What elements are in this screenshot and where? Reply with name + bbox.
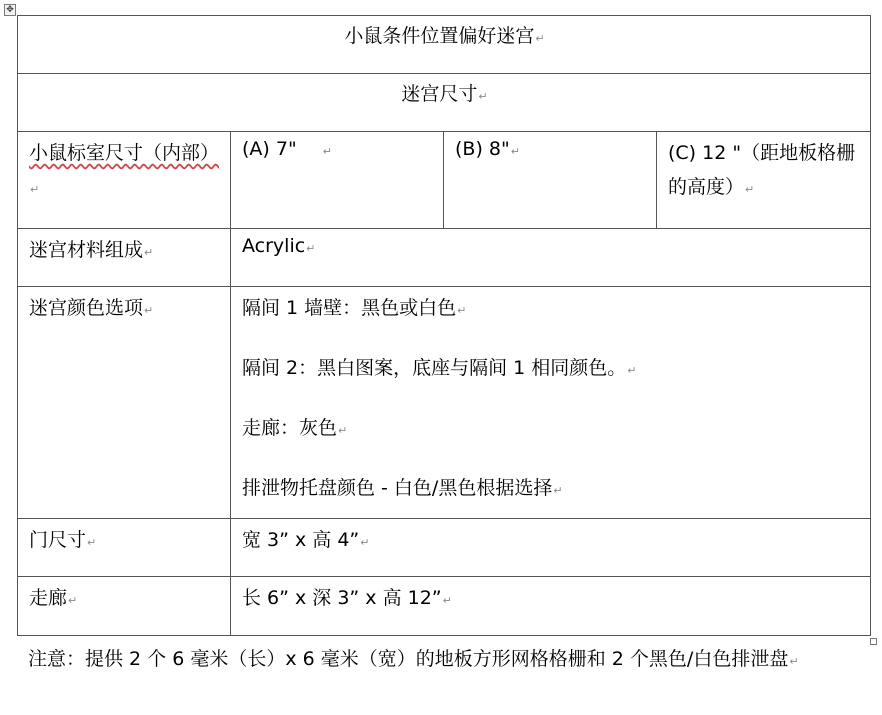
colors-options-cell: [231, 287, 871, 519]
paragraph-mark-icon: ↵: [553, 484, 563, 497]
chamber-row: [18, 132, 871, 229]
material-value: Acrylic: [242, 235, 306, 257]
color-option-item: 排泄物托盘颜色 - 白色/黑色根据选择↵: [242, 477, 563, 499]
chamber-a-cell: [231, 132, 444, 229]
maze-spec-table: [17, 15, 871, 636]
colors-label-cell: [18, 287, 231, 519]
table-move-handle-glyph[interactable]: ✥: [4, 4, 16, 16]
paragraph-mark-icon: ↵: [789, 655, 799, 668]
colors-row: [18, 287, 871, 519]
corridor-row: [18, 577, 871, 636]
color-option-item: 走廊：灰色↵: [242, 417, 348, 439]
corridor-value: 长 6” x 深 3” x 高 12”: [242, 587, 442, 609]
paragraph-mark-icon: ↵: [627, 364, 637, 377]
chamber-c-value: (C) 12 "（距地板格栅的高度）: [668, 142, 856, 198]
paragraph-mark-icon: ↵: [457, 304, 467, 317]
paragraph-mark-icon: ↵: [360, 536, 370, 549]
chamber-b-cell: [444, 132, 657, 229]
table-resize-handle-icon[interactable]: [870, 638, 877, 645]
table-title: 小鼠条件位置偏好迷宫: [344, 25, 535, 47]
corridor-label-cell: [18, 577, 231, 636]
paragraph-mark-icon: ↵: [68, 594, 78, 607]
corridor-label: 走廊: [29, 587, 68, 609]
footnote-text: 注意：提供 2 个 6 毫米（长）x 6 毫米（宽）的地板方形网格格栅和 2 个黑色/白色排泄盘: [28, 648, 789, 670]
paragraph-mark-icon: ↵: [510, 145, 520, 158]
paragraph-mark-icon: ↵: [745, 183, 755, 196]
section-row: [18, 74, 871, 132]
chamber-c-cell: [657, 132, 871, 229]
paragraph-mark-icon: ↵: [322, 145, 332, 158]
chamber-a-value: (A) 7": [242, 138, 297, 160]
material-value-cell: [231, 229, 871, 287]
paragraph-mark-icon: ↵: [144, 246, 154, 259]
paragraph-mark-icon: ↵: [442, 594, 452, 607]
colors-label: 迷宫颜色选项: [29, 297, 144, 319]
paragraph-mark-icon: ↵: [30, 183, 40, 196]
paragraph-mark-icon: ↵: [87, 536, 97, 549]
material-label-cell: [18, 229, 231, 287]
color-option-item: 隔间 2：黑白图案，底座与隔间 1 相同颜色。↵: [242, 357, 637, 379]
paragraph-mark-icon: ↵: [478, 90, 488, 103]
title-cell: [18, 16, 871, 74]
door-value-cell: [231, 519, 871, 577]
chamber-b-value: (B) 8": [455, 138, 510, 160]
section-heading: 迷宫尺寸: [401, 83, 478, 105]
footnote: [28, 640, 868, 681]
color-option-item: 隔间 1 墙壁：黑色或白色↵: [242, 297, 467, 319]
section-cell: [18, 74, 871, 132]
paragraph-mark-icon: ↵: [144, 304, 154, 317]
paragraph-mark-icon: ↵: [535, 32, 545, 45]
chamber-label-cell: [18, 132, 231, 229]
door-value: 宽 3” x 高 4”: [242, 529, 360, 551]
material-row: [18, 229, 871, 287]
corridor-value-cell: [231, 577, 871, 636]
door-row: [18, 519, 871, 577]
chamber-label: 小鼠标室尺寸（内部）: [29, 142, 220, 164]
material-label: 迷宫材料组成: [29, 239, 144, 261]
title-row: [18, 16, 871, 74]
door-label-cell: [18, 519, 231, 577]
paragraph-mark-icon: ↵: [306, 242, 316, 255]
paragraph-mark-icon: ↵: [338, 424, 348, 437]
door-label: 门尺寸: [29, 529, 87, 551]
